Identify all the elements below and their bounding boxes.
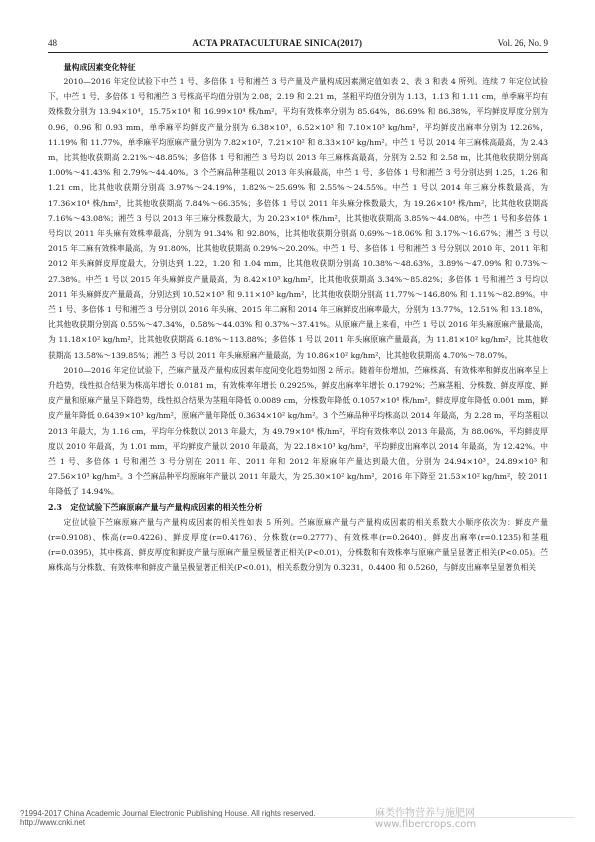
paragraph-2: 2010—2016 年定位试验下，苎麻产量及产量构成因素年度间变化趋势如图 2 所示。随着年份增加，苎麻株高、有效株率和鲜皮出麻率呈上升趋势，线性拟合结果为株高年增长 0.0181 m，有效株率年增长 0.2925%，鲜皮出麻率年增长 0.1792%；苎麻茎粗、分株数、鲜皮厚度、鲜皮产量和原麻产量呈下降趋势，线性拟合结果为茎粗年降低 0.0089 cm，分株数年降低 0.1057×10⁴ 株/hm²，鲜皮厚度年降低 0.001 mm，鲜皮产量年降低 0.6439×10³ kg/hm²，原麻产量年降低 0.3634×10² kg/hm²。3 个苎麻品种平均株高以 2014 年最高，为 2.28 m，平均茎粗以 2013 年最大，为 1.16 cm，平均年分株数以 2013 年最大，为 49.79×10⁴ 株/hm²，平均有效株率以 2013 年最高，为 88.06%，平均鲜皮厚度以 2010 年最高，为 1.01 mm，平均鲜皮产量以 2010 年最高，为 22.18×10³ kg/hm²，平均鲜皮出麻率以 2014 年最高，为 12.42%。中苎 1 号、多倍体 1 号和湘苎 3 号分别在 2011 年、2011 年和 2012 年原麻年产量达到最大值，分别为 24.94×10³，24.89×10³ 和 27.56×10³ kg/hm²。3 个苎麻品种平均原麻年产量以 2011 年最大，为 25.30×10² kg/hm²，2016 年下降至 21.53×10² kg/hm²，较 2011 年降低了 14.94%。 <box>48 365 548 497</box>
journal-title: ACTA PRATACULTURAE SINICA(2017) <box>192 38 363 48</box>
page-header <box>48 38 548 48</box>
page-number: 48 <box>48 38 57 48</box>
section-title: 量构成因素变化特征 <box>63 62 136 72</box>
subsection-title: 定位试验下苎麻原麻产量与产量构成因素的相关性分析 <box>70 501 263 512</box>
article-body <box>48 60 548 576</box>
subsection-heading <box>48 500 548 515</box>
copyright-notice: ?1994-2017 China Academic Journal Electronic Publishing House. All rights reserved. http://www.cnki.net <box>20 809 316 827</box>
footer-rule <box>20 817 575 818</box>
subsection-number: 2.3 <box>48 501 62 512</box>
paragraph-3: 定位试验下苎麻原麻产量与产量构成因素的相关性如表 5 所列。苎麻原麻产量与产量构成因素的相关系数大小顺序依次为：鲜皮产量(r=0.9108)、株高(r=0.4226)、鲜皮厚度(r=0.4176)、分株数(r=0.2777)、有效株率(r=0.2640)、鲜皮出麻率(r=0.1235)和茎粗(r=0.0395)，其中株高、鲜皮厚度和鲜皮产量与原麻产量呈极显著正相关(P<0.01)，分株数和有效株率与原麻产量呈显著正相关(P<0.05)。苎麻株高与分株数、有效株率和鲜皮产量呈极显著正相关(P<0.01)，相关系数分别为 0.3231，0.4400 和 0.5260，与鲜皮出麻率呈显著负相关 <box>48 517 548 573</box>
volume-info: Vol. 26, No. 9 <box>497 38 548 48</box>
header-rule <box>48 52 548 53</box>
site-watermark: 麻类作物营养与施肥网 www.fibercrops.com <box>375 808 477 830</box>
paragraph-1: 2010—2016 年定位试验下中苎 1 号、多倍体 1 号和湘苎 3 号产量及产量构成因素测定值如表 2、表 3 和表 4 所列。连续 7 年定位试验下，中苎 1 号、多倍体 1 号和湘苎 3 号株高平均值分别为 2.08，2.19 和 2.21 m，茎粗平均值分别为 1.13，1.13 和 1.11 cm，单季麻平均有效株数分别为 13.94×10⁴，15.75×10⁴ 和 16.99×10⁴ 株/hm²，平均有效株率分别为 85.64%，86.69% 和 86.38%，平均鲜皮厚度分别为 0.96，0.96 和 0.93 mm，单季麻平均鲜皮产量分别为 6.38×10³，6.52×10³ 和 7.10×10³ kg/hm²，平均鲜皮出麻率分别为 12.26%，11.19% 和 11.77%，单季麻平均原麻产量分别为 7.82×10²，7.21×10² 和 8.33×10² kg/hm²。中苎 1 号以 2014 年三麻株高最高，为 2.43 m，比其他收获期高 2.21%～48.85%；多倍体 1 号和湘苎 3 号均以 2013 年三麻株高最高，分别为 2.52 和 2.58 m，比其他收获期分别高 1.00%～41.43% 和 2.79%～44.40%。3 个苎麻品种茎粗以 2013 年头麻最高，中苎 1 号、多倍体 1 号和湘苎 3 号分别达到 1.25，1.26 和 1.21 cm，比其他收获期分别高 3.97%～24.19%，1.82%～25.69% 和 2.55%～24.55%。中苎 1 号以 2014 年三麻分株数最高，为 17.36×10⁴ 株/hm²，比其他收获期高 7.84%～66.35%；多倍体 1 号以 2011 年头麻分株数最大，为 19.26×10⁴ 株/hm²，比其他收获期高 7.16%～43.08%；湘苎 3 号以 2013 年三麻分株数最大，为 20.23×10⁴ 株/hm²，比其他收获期高 3.85%～44.08%。中苎 1 号和多倍体 1 号均以 2011 年头麻有效株率最高，分别为 91.34% 和 92.80%，比其他收获期分别高 0.69%～18.06% 和 3.17%～16.67%；湘苎 3 号以 2015 年二麻有效株率最高，为 91.80%，比其他收获期高 0.29%～20.20%。中苎 1 号、多倍体 1 号和湘苎 3 号分别以 2010 年、2011 年和 2012 年头麻鲜皮厚度最大，分别达到 1.22，1.20 和 1.04 mm，比其他收获期分别高 10.38%～48.63%，3.89%～47.09% 和 0.73%～27.38%。中苎 1 号以 2015 年头麻鲜皮产量最高，为 8.42×10³ kg/hm²，比其他收获期高 3.34%～85.82%；多倍体 1 号和湘苎 3 号均以 2011 年头麻鲜皮产量最高，分别达到 10.52×10³ 和 9.11×10³ kg/hm²，比其他收获期分别高 11.77%～146.80% 和 1.11%～82.89%。中苎 1 号、多倍体 1 号和湘苎 3 号分别以 2016 年头麻、2015 年二麻和 2014 年三麻鲜皮出麻率最大，分别为 13.77%，12.51% 和 13.18%，比其他收获期分别高 0.55%～47.34%，0.58%～44.03% 和 0.37%～37.41%。从原麻产量上来看，中苎 1 号以 2016 年头麻原麻产量最高，为 11.18×10² kg/hm²，比其他收获期高 6.18%～113.88%；多倍体 1 号以 2011 年头麻原麻产量最高，为 11.81×10² kg/hm²，比其他收获期高 13.58%～139.85%；湘苎 3 号以 2011 年头麻原麻产量最高，为 10.86×10² kg/hm²，比其他收获期高 4.70%～78.07%。 <box>48 77 548 360</box>
